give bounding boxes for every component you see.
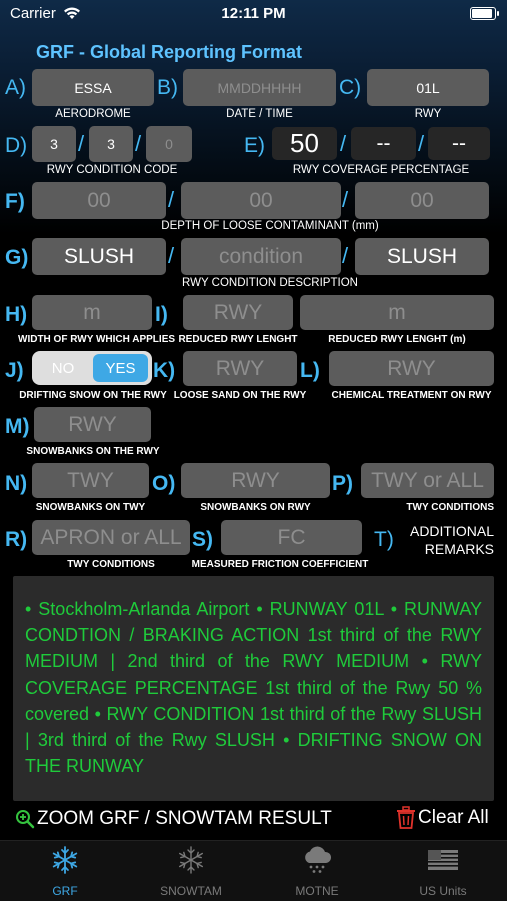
separator: / [168, 243, 175, 268]
rwy-width-caption: WIDTH OF RWY WHICH APPLIES [18, 334, 176, 345]
page-title: GRF - Global Reporting Format [36, 42, 302, 62]
separator: / [418, 131, 425, 156]
rwy-coverage-2[interactable]: -- [351, 127, 416, 160]
rwy-condition-code-1[interactable]: 3 [32, 126, 76, 162]
contaminant-depth-1[interactable]: 00 [32, 182, 166, 219]
label-n: N) [5, 472, 28, 495]
snow-cloud-icon [301, 845, 333, 875]
zoom-in-icon [15, 809, 35, 829]
reduced-rwy-length-m-field[interactable]: m [300, 295, 494, 330]
tab-us-units[interactable] [380, 845, 506, 898]
tab-snowtam[interactable] [128, 845, 254, 898]
label-a: A) [5, 76, 26, 99]
label-j: J) [5, 359, 24, 382]
separator: / [135, 131, 142, 156]
contaminant-depth-2[interactable]: 00 [181, 182, 341, 219]
separator: / [78, 131, 85, 156]
contaminant-depth-3[interactable]: 00 [355, 182, 489, 219]
label-k: K) [153, 359, 176, 382]
zoom-result-label: ZOOM GRF / SNOWTAM RESULT [37, 808, 332, 829]
zoom-result-button[interactable] [15, 808, 332, 830]
rwy-field[interactable]: 01L [367, 69, 489, 106]
us-flag-icon [426, 845, 460, 875]
label-f: F) [5, 190, 25, 213]
grf-result-box [13, 576, 494, 801]
rwy-coverage-1[interactable]: 50 [272, 127, 337, 160]
label-b: B) [157, 76, 178, 99]
rwy-caption: RWY [414, 108, 442, 120]
label-p: P) [332, 472, 353, 495]
apron-conditions-caption: TWY CONDITIONS [67, 559, 155, 570]
friction-coefficient-caption: MEASURED FRICTION COEFFICIENT [191, 559, 369, 570]
tab-motne[interactable] [254, 845, 380, 898]
label-r: R) [5, 528, 28, 551]
rwy-condition-code-2[interactable]: 3 [89, 126, 133, 162]
reduced-rwy-length-caption: REDUCED RWY LENGHT [178, 334, 298, 345]
separator: / [168, 187, 175, 212]
label-m: M) [5, 415, 30, 438]
snowbanks-rwy-field[interactable]: RWY [34, 407, 151, 442]
loose-sand-caption: LOOSE SAND ON THE RWY [173, 390, 307, 401]
additional-remarks-button[interactable] [400, 522, 494, 558]
toggle-yes[interactable]: YES [93, 354, 148, 382]
aerodrome-caption: AERODROME [55, 108, 131, 120]
loose-sand-field[interactable]: RWY [183, 351, 297, 386]
grf-result-text: • Stockholm-Arlanda Airport • RUNWAY 01L • RUNWAY CONDTION / BRAKING ACTION 1st third of the RWY MEDIUM | 2nd third of the RWY MEDIUM • RWY COVERAGE PERCENTAGE 1st third of the Rwy 50 % covered • RWY CONDITION 1st third of the Rwy SLUSH | 3rd third of the Rwy SLUSH • DRIFTING SNOW ON THE RUNWAY [25, 599, 482, 777]
label-e: E) [244, 134, 265, 157]
rwy-coverage-caption: RWY COVERAGE PERCENTAGE [292, 164, 470, 176]
rwy-condition-1[interactable]: SLUSH [32, 238, 166, 275]
separator: / [342, 243, 349, 268]
label-i: I) [155, 303, 168, 326]
battery-icon [470, 7, 496, 20]
drifting-snow-caption: DRIFTING SNOW ON THE RWY [19, 390, 167, 401]
rwy-width-field[interactable]: m [32, 295, 152, 330]
reduced-rwy-length-field[interactable]: RWY [183, 295, 293, 330]
label-c: C) [339, 76, 362, 99]
twy-conditions-caption: TWY CONDITIONS [406, 502, 494, 513]
tab-snowtam-label: SNOWTAM [160, 884, 222, 898]
twy-conditions-field[interactable]: TWY or ALL [361, 463, 494, 498]
snowbanks-twy-field[interactable]: TWY [32, 463, 149, 498]
tab-grf[interactable] [2, 845, 128, 898]
status-time: 12:11 PM [221, 5, 286, 22]
apron-conditions-field[interactable]: APRON or ALL [32, 520, 190, 555]
reduced-rwy-length-m-caption: REDUCED RWY LENGHT (m) [328, 334, 466, 345]
snowbanks-on-rwy-caption: SNOWBANKS ON RWY [200, 502, 311, 513]
date-time-field[interactable]: MMDDHHHH [183, 69, 336, 106]
toggle-no[interactable]: NO [51, 359, 75, 377]
rwy-condition-code-caption: RWY CONDITION CODE [46, 164, 178, 176]
tab-bar [0, 840, 507, 901]
chemical-treatment-field[interactable]: RWY [329, 351, 494, 386]
additional-remarks-line1: ADDITIONAL [409, 523, 494, 539]
label-o: O) [152, 472, 176, 495]
rwy-condition-code-3[interactable]: 0 [146, 126, 192, 162]
tab-us-units-label: US Units [419, 884, 467, 898]
snowbanks-rwy-caption: SNOWBANKS ON THE RWY [26, 446, 160, 457]
tab-grf-label: GRF [52, 884, 78, 898]
label-d: D) [5, 134, 28, 157]
label-s: S) [192, 528, 213, 551]
tab-motne-label: MOTNE [295, 884, 339, 898]
label-h: H) [5, 303, 28, 326]
label-t: T) [374, 528, 394, 551]
chemical-treatment-caption: CHEMICAL TREATMENT ON RWY [331, 390, 492, 401]
contaminant-depth-caption: DEPTH OF LOOSE CONTAMINANT (mm) [161, 220, 379, 232]
snowflake-outline-icon [176, 845, 206, 875]
trash-icon [396, 806, 416, 830]
label-g: G) [5, 246, 29, 269]
clear-all-button[interactable] [396, 806, 489, 830]
label-l: L) [300, 359, 320, 382]
separator: / [340, 131, 347, 156]
clear-all-label: Clear All [418, 807, 489, 828]
separator: / [342, 187, 349, 212]
status-carrier: Carrier [10, 5, 56, 22]
snowbanks-twy-caption: SNOWBANKS ON TWY [35, 502, 146, 513]
rwy-coverage-3[interactable]: -- [428, 127, 490, 160]
snowbanks-on-rwy-field[interactable]: RWY [181, 463, 330, 498]
friction-coefficient-field[interactable]: FC [221, 520, 362, 555]
rwy-condition-2[interactable]: condition [181, 238, 341, 275]
date-time-caption: DATE / TIME [226, 108, 293, 120]
additional-remarks-line2: REMARKS [424, 541, 494, 557]
rwy-condition-3[interactable]: SLUSH [355, 238, 489, 275]
aerodrome-field[interactable]: ESSA [32, 69, 154, 106]
rwy-condition-caption: RWY CONDITION DESCRIPTION [182, 277, 358, 289]
drifting-snow-toggle[interactable] [32, 351, 152, 385]
snowflake-icon [50, 845, 80, 875]
